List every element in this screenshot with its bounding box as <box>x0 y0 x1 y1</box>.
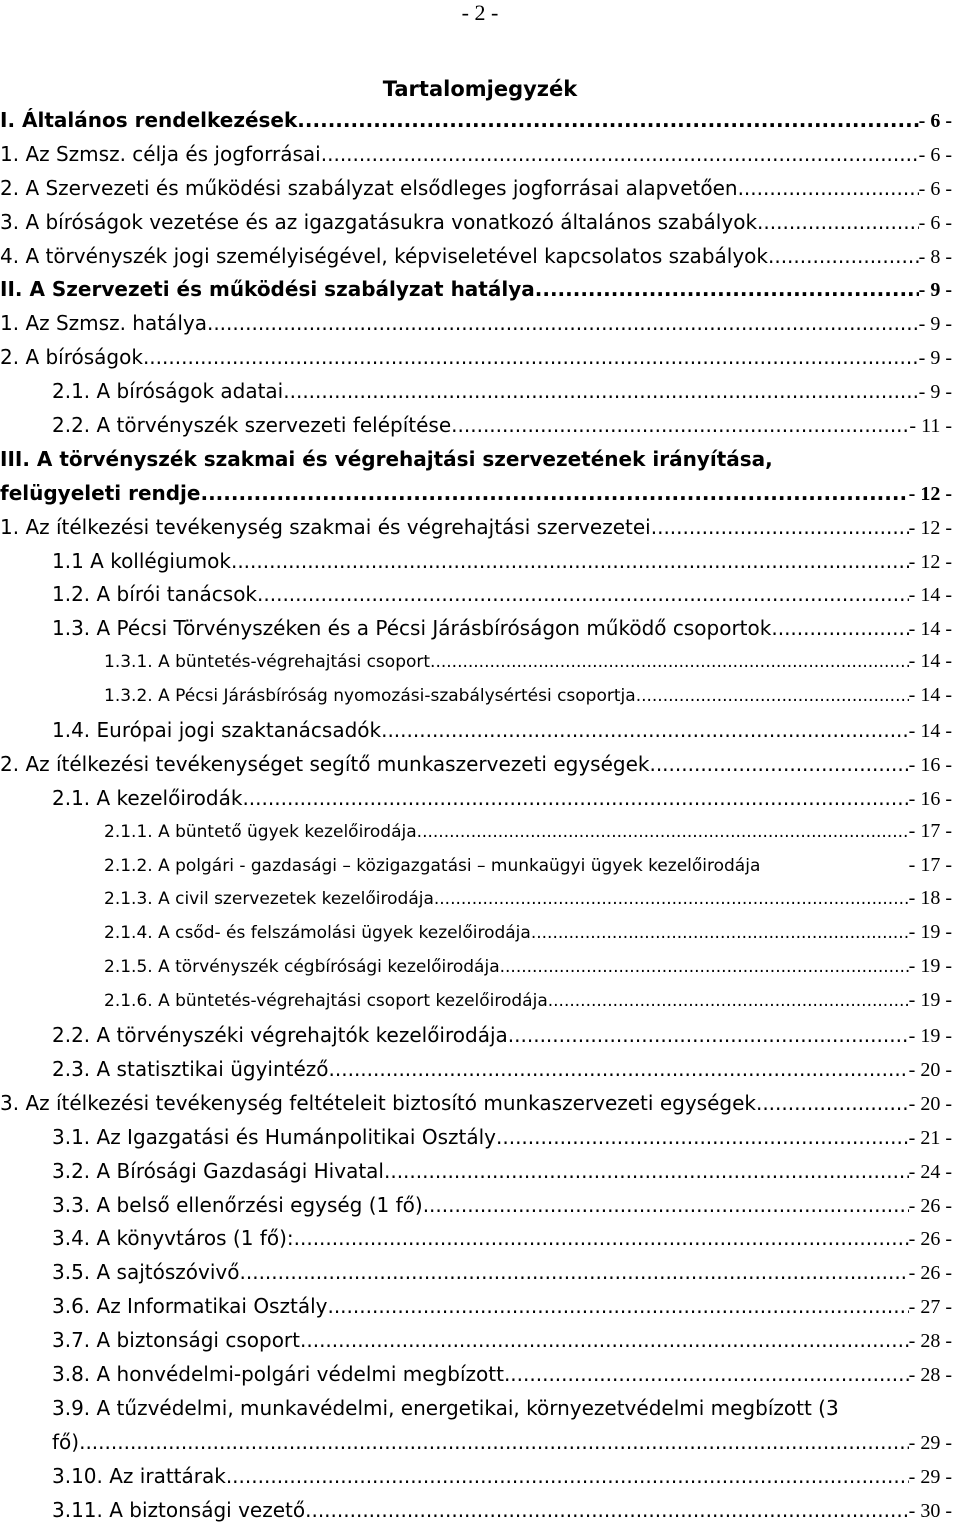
toc-entry-label: 1. Az Szmsz. célja és jogforrásai <box>0 141 321 166</box>
toc-entry-label: III. A törvényszék szakmai és végrehajtási szervezetének irányítása, <box>0 446 773 471</box>
toc-leader-dots <box>535 277 919 301</box>
toc-entry-label: 2. A bíróságok <box>0 345 143 370</box>
toc-entry-label: I. Általános rendelkezések <box>0 108 298 132</box>
toc-entry-label: 3.10. Az irattárak <box>52 1463 226 1488</box>
toc-entry-page: - 6 - <box>918 211 952 234</box>
toc-entry-label: 2.1.2. A polgári - gazdasági – közigazgatási – munkaügyi ügyek kezelőirodája <box>104 855 761 876</box>
toc-entry[interactable] <box>0 1328 960 1362</box>
toc-leader-dots <box>300 1328 909 1352</box>
toc-leader-dots <box>257 582 909 606</box>
toc-entry-page: - 9 - <box>918 381 952 404</box>
toc-entry-label: 3.9. A tűzvédelmi, munkavédelmi, energetikai, környezetvédelmi megbízott (3 <box>52 1395 839 1420</box>
toc-entry-page: - 8 - <box>918 245 952 268</box>
toc-leader-dots <box>636 686 909 706</box>
toc-entry[interactable] <box>0 684 960 718</box>
toc-entry[interactable] <box>0 718 960 752</box>
toc-entry[interactable] <box>0 1091 960 1125</box>
toc-entry[interactable] <box>0 616 960 650</box>
page-number: - 2 - <box>461 0 499 25</box>
toc-leader-dots <box>757 210 919 234</box>
toc-entry-page: - 6 - <box>918 177 952 200</box>
toc-entry-page: - 6 - <box>918 143 952 166</box>
toc-entry-label: II. A Szervezeti és működési szabályzat hatálya <box>0 277 535 302</box>
toc-entry-label: 1.3. A Pécsi Törvényszéken és a Pécsi Járásbíróságon működő csoportok <box>52 616 772 641</box>
toc-entry-page: - 26 - <box>908 1228 952 1251</box>
toc-entry[interactable] <box>0 481 960 515</box>
toc-entry[interactable] <box>0 1430 960 1464</box>
toc-entry-page: - 11 - <box>909 415 952 438</box>
toc-entry-page: - 18 - <box>908 887 952 910</box>
toc-entry-label: 1. Az ítélkezési tevékenység szakmai és végrehajtási szervezetei <box>0 514 651 539</box>
toc-entry-page: - 12 - <box>908 550 952 573</box>
toc-leader-dots <box>508 1023 909 1047</box>
toc-entry-page: - 14 - <box>908 720 952 743</box>
toc-entry-label: 2.1.5. A törvényszék cégbírósági kezelőirodája <box>104 957 500 978</box>
toc-leader-dots <box>434 889 909 909</box>
toc-entry-page: - 28 - <box>908 1363 952 1386</box>
toc-entry-label: felügyeleti rendje <box>0 480 201 505</box>
toc-leader-dots <box>381 718 909 742</box>
toc-leader-dots <box>231 549 909 573</box>
toc-entry[interactable] <box>0 345 960 379</box>
toc-entry[interactable] <box>0 210 960 244</box>
toc-entry-page: - 19 - <box>908 1025 952 1048</box>
toc-entry[interactable] <box>0 311 960 345</box>
toc-entry-label: 1.2. A bírói tanácsok <box>52 582 258 607</box>
toc-leader-dots <box>451 413 909 437</box>
toc-entry[interactable] <box>0 244 960 278</box>
toc-leader-dots <box>305 1498 909 1522</box>
toc-entry[interactable] <box>0 887 960 921</box>
toc-entry-page: - 17 - <box>908 853 952 876</box>
toc-leader-dots <box>430 652 909 672</box>
toc-entry-label: 2. A Szervezeti és működési szabályzat elsődleges jogforrásai alapvetően <box>0 175 738 200</box>
toc-entry-page: - 6 - <box>918 110 952 132</box>
toc-leader-dots <box>327 1294 908 1318</box>
toc-leader-dots <box>200 481 908 505</box>
toc-entry-label: 2.1.6. A büntetés-végrehajtási csoport kezelőirodája <box>104 991 548 1012</box>
toc-entry-page: - 9 - <box>918 313 952 336</box>
toc-entry-page: - 14 - <box>908 584 952 607</box>
toc-leader-dots <box>548 991 909 1011</box>
toc-entry[interactable] <box>0 515 960 549</box>
toc-leader-dots <box>651 515 909 539</box>
toc-leader-dots <box>756 1091 909 1115</box>
toc-entry[interactable] <box>0 786 960 820</box>
toc-leader-dots <box>79 1430 909 1454</box>
toc-entry-page: - 20 - <box>908 1092 952 1115</box>
toc-entry[interactable] <box>0 955 960 989</box>
toc-entry-label: 2.3. A statisztikai ügyintéző <box>52 1056 329 1081</box>
toc-entry[interactable] <box>0 1498 960 1531</box>
toc-entry-page: - 26 - <box>908 1194 952 1217</box>
toc-entry[interactable] <box>0 277 960 311</box>
toc-leader-dots <box>207 311 919 335</box>
toc-leader-dots <box>329 1057 909 1081</box>
toc-entry[interactable] <box>0 854 960 888</box>
toc-entry-page: - 27 - <box>908 1296 952 1319</box>
toc-entry-label: 3.6. Az Informatikai Osztály <box>52 1294 328 1319</box>
toc-entry[interactable] <box>0 108 960 142</box>
toc-entry-label: 3.5. A sajtószóvivő <box>52 1260 240 1285</box>
toc-entry-label: 3.2. A Bírósági Gazdasági Hivatal <box>52 1158 384 1183</box>
toc-entry-page: - 30 - <box>908 1499 952 1522</box>
toc-entry-label: 2.1.3. A civil szervezetek kezelőirodája <box>104 889 434 910</box>
toc-entry-label: 1. Az Szmsz. hatálya <box>0 311 207 336</box>
toc-entry-page: - 12 - <box>908 516 952 539</box>
toc-entry[interactable] <box>0 1294 960 1328</box>
toc-leader-dots <box>384 1159 909 1183</box>
toc-leader-dots <box>771 616 908 640</box>
toc-entry-label: 2.1.4. A csőd- és felszámolási ügyek kezelőirodája <box>104 923 531 944</box>
toc-entry[interactable] <box>0 650 960 684</box>
toc-entry[interactable] <box>0 549 960 583</box>
toc-entry[interactable] <box>0 413 960 447</box>
toc-entry[interactable] <box>0 820 960 854</box>
toc-entry[interactable] <box>0 989 960 1023</box>
toc-entry-page: - 17 - <box>908 819 952 842</box>
toc-entry-page: - 24 - <box>908 1160 952 1183</box>
toc-entry[interactable] <box>0 1260 960 1294</box>
toc-entry-label: 1.3.2. A Pécsi Járásbíróság nyomozási-szabálysértési csoportja <box>104 686 636 707</box>
toc-entry-label: 3.7. A biztonsági csoport <box>52 1328 300 1353</box>
toc-entry-page: - 20 - <box>908 1058 952 1081</box>
toc-entry-label: 3.3. A belső ellenőrzési egység (1 fő) <box>52 1192 423 1217</box>
toc-leader-dots <box>321 142 919 166</box>
toc-entry-page: - 12 - <box>908 482 952 505</box>
toc-entry-page: - 14 - <box>908 684 952 707</box>
table-of-contents <box>0 108 960 1531</box>
toc-entry-label: 3.4. A könyvtáros (1 fő): <box>52 1226 294 1251</box>
toc-leader-dots <box>496 1125 909 1149</box>
toc-leader-dots <box>423 1193 909 1217</box>
toc-title: Tartalomjegyzék <box>382 77 578 101</box>
toc-leader-dots <box>417 822 909 842</box>
toc-entry[interactable] <box>0 1023 960 1057</box>
toc-entry-label: 3. A bíróságok vezetése és az igazgatásukra vonatkozó általános szabályok <box>0 209 758 234</box>
toc-entry-label: 3.8. A honvédelmi-polgári védelmi megbízott <box>52 1361 504 1386</box>
toc-entry-page: - 19 - <box>908 989 952 1012</box>
toc-entry-page: - 21 - <box>908 1126 952 1149</box>
toc-entry-label: 3.1. Az Igazgatási és Humánpolitikai Osztály <box>52 1124 496 1149</box>
toc-entry[interactable] <box>0 447 960 481</box>
toc-entry-page: - 14 - <box>908 618 952 641</box>
toc-entry-page: - 29 - <box>908 1431 952 1454</box>
toc-entry-label: 3.11. A biztonsági vezető <box>52 1497 306 1522</box>
toc-leader-dots <box>226 1464 909 1488</box>
toc-entry[interactable] <box>0 1193 960 1227</box>
toc-entry[interactable] <box>0 1159 960 1193</box>
toc-entry-label: 1.1 A kollégiumok <box>52 548 231 573</box>
toc-entry-label: 3. Az ítélkezési tevékenység feltételeit biztosító munkaszervezeti egységek <box>0 1090 756 1115</box>
toc-entry[interactable] <box>0 379 960 413</box>
toc-entry-page: - 19 - <box>908 955 952 978</box>
toc-entry-label: 2.1. A bíróságok adatai <box>52 379 284 404</box>
toc-entry-page: - 16 - <box>908 753 952 776</box>
toc-entry-page: - 9 - <box>918 347 952 370</box>
toc-entry[interactable] <box>0 1226 960 1260</box>
toc-leader-dots <box>531 923 909 943</box>
toc-leader-dots <box>500 957 909 977</box>
toc-entry[interactable] <box>0 1362 960 1396</box>
toc-entry[interactable] <box>0 176 960 210</box>
toc-entry[interactable] <box>0 142 960 176</box>
toc-entry[interactable] <box>0 752 960 786</box>
toc-entry-page: - 16 - <box>908 787 952 810</box>
toc-entry-page: - 19 - <box>908 921 952 944</box>
toc-entry-page: - 9 - <box>918 279 952 302</box>
toc-leader-dots <box>283 379 918 403</box>
toc-leader-dots <box>294 1226 909 1250</box>
toc-entry[interactable] <box>0 921 960 955</box>
toc-leader-dots <box>649 752 908 776</box>
toc-entry[interactable] <box>0 1396 960 1430</box>
toc-entry[interactable] <box>0 1464 960 1498</box>
toc-entry-label: 2. Az ítélkezési tevékenységet segítő munkaszervezeti egységek <box>0 751 650 776</box>
toc-entry-label: 1.4. Európai jogi szaktanácsadók <box>52 718 382 743</box>
toc-entry-page: - 14 - <box>908 650 952 673</box>
toc-leader-dots <box>297 108 918 132</box>
toc-entry-label: fő) <box>52 1429 80 1454</box>
toc-leader-dots <box>504 1362 909 1386</box>
toc-entry-page: - 29 - <box>908 1465 952 1488</box>
toc-entry-page: - 28 - <box>908 1330 952 1353</box>
toc-leader-dots <box>738 176 919 200</box>
toc-entry-label: 2.2. A törvényszéki végrehajtók kezelőirodája <box>52 1023 508 1048</box>
toc-entry-label: 2.1.1. A büntető ügyek kezelőirodája <box>104 821 417 842</box>
toc-leader-dots <box>242 786 908 810</box>
toc-entry[interactable] <box>0 1125 960 1159</box>
toc-entry-label: 2.1. A kezelőirodák <box>52 785 243 810</box>
toc-leader-dots <box>768 244 919 268</box>
toc-entry[interactable] <box>0 582 960 616</box>
toc-entry-page: - 26 - <box>908 1262 952 1285</box>
toc-entry-label: 1.3.1. A büntetés-végrehajtási csoport <box>104 652 431 673</box>
toc-entry-label: 2.2. A törvényszék szervezeti felépítése <box>52 413 452 438</box>
toc-leader-dots <box>143 345 919 369</box>
toc-entry-label: 4. A törvényszék jogi személyiségével, képviseletével kapcsolatos szabályok <box>0 243 768 268</box>
toc-entry[interactable] <box>0 1057 960 1091</box>
toc-leader-dots <box>240 1260 909 1284</box>
